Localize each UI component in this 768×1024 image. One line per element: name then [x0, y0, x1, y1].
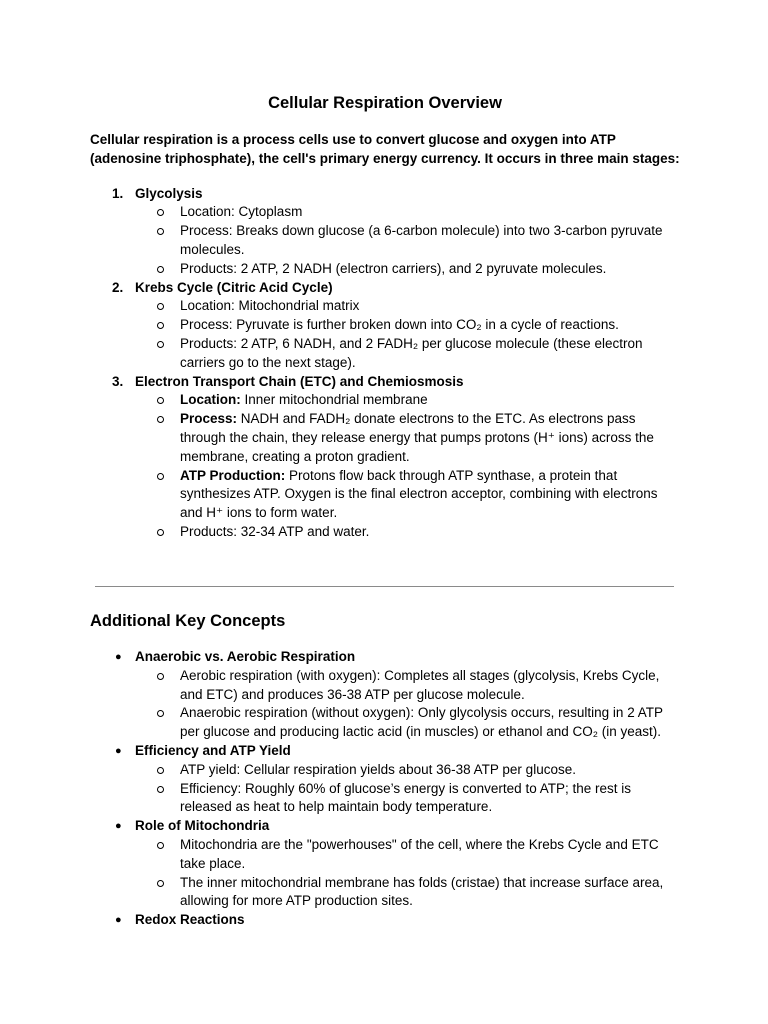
section-heading: Additional Key Concepts [90, 612, 286, 630]
hollow-bullet-icon [157, 266, 164, 273]
stage-details [135, 297, 680, 372]
filled-bullet-icon: ● [115, 914, 122, 927]
concept-title: Redox Reactions [135, 912, 245, 928]
hollow-bullet-icon [157, 228, 164, 235]
concept-item [90, 648, 680, 742]
stage-title: Electron Transport Chain (ETC) and Chemiosmosis [135, 373, 464, 389]
filled-bullet-icon: ● [115, 651, 122, 663]
horizontal-divider [95, 586, 674, 587]
list-item: Mitochondria are the "powerhouses" of the cell, where the Krebs Cycle and ETC take place. [135, 836, 680, 874]
concept-title: Anaerobic vs. Aerobic Respiration [135, 649, 356, 664]
concept-details [135, 761, 680, 817]
list-item: Efficiency: Roughly 60% of glucose’s energy is converted to ATP; the rest is released as heat to help maintain body temperature. [135, 780, 680, 818]
stage-details [135, 391, 680, 541]
stage-item [90, 185, 680, 279]
concept-title: Efficiency and ATP Yield [135, 742, 291, 758]
hollow-bullet-icon [157, 673, 164, 680]
stage-details [135, 203, 680, 278]
hollow-bullet-icon [157, 416, 164, 423]
list-item: Location: Inner mitochondrial membrane [135, 391, 680, 410]
hollow-bullet-icon [157, 322, 164, 329]
hollow-bullet-icon [157, 209, 164, 216]
list-item: Anaerobic respiration (without oxygen): Only glycolysis occurs, resulting in 2 ATP per glucose and producing lactic acid (in muscles) or ethanol and CO₂ (in yeast). [135, 704, 680, 742]
hollow-bullet-icon [157, 880, 164, 887]
stage-title: Krebs Cycle (Citric Acid Cycle) [135, 279, 333, 295]
intro-paragraph: Cellular respiration is a process cells use to convert glucose and oxygen into ATP (adenosine triphosphate), the cell's primary energy currency. It occurs in three main stages: [90, 132, 680, 166]
page-title: Cellular Respiration Overview [268, 94, 502, 112]
list-item: Location: Cytoplasm [135, 203, 680, 222]
list-item: The inner mitochondrial membrane has folds (cristae) that increase surface area, allowing for more ATP production sites. [135, 874, 680, 912]
hollow-bullet-icon [157, 341, 164, 348]
concept-item [90, 742, 680, 817]
stage-item [90, 279, 680, 373]
concept-details [135, 667, 680, 742]
list-item: Products: 2 ATP, 6 NADH, and 2 FADH₂ per glucose molecule (these electron carriers go to the next stage). [135, 335, 680, 373]
list-item: Products: 2 ATP, 2 NADH (electron carriers), and 2 pyruvate molecules. [135, 260, 680, 279]
concept-item [90, 911, 680, 930]
hollow-bullet-icon [157, 710, 164, 717]
stage-number: 1. [112, 185, 124, 201]
hollow-bullet-icon [157, 767, 164, 774]
document-body [90, 93, 680, 542]
list-item: Products: 32-34 ATP and water. [135, 523, 680, 542]
stages-list [90, 185, 680, 542]
list-item: ATP yield: Cellular respiration yields about 36-38 ATP per glucose. [135, 761, 680, 780]
concepts-list [90, 648, 680, 930]
stage-item [90, 373, 680, 542]
stage-number: 2. [112, 279, 124, 295]
concept-title: Role of Mitochondria [135, 818, 270, 834]
hollow-bullet-icon [157, 529, 164, 536]
hollow-bullet-icon [157, 842, 164, 849]
hollow-bullet-icon [157, 473, 164, 480]
list-item: Aerobic respiration (with oxygen): Completes all stages (glycolysis, Krebs Cycle, and ETC) and produces 36-38 ATP per glucose molecule. [135, 667, 680, 705]
hollow-bullet-icon [157, 303, 164, 310]
list-item: Process: Pyruvate is further broken down into CO₂ in a cycle of reactions. [135, 316, 680, 335]
concept-item [90, 817, 680, 911]
filled-bullet-icon: ● [115, 820, 122, 833]
stage-number: 3. [112, 373, 124, 389]
concept-details [135, 836, 680, 911]
hollow-bullet-icon [157, 786, 164, 793]
list-item: Location: Mitochondrial matrix [135, 297, 680, 316]
filled-bullet-icon: ● [115, 744, 122, 757]
additional-concepts-section [90, 611, 680, 930]
list-item: ATP Production: Protons flow back through ATP synthase, a protein that synthesizes ATP. Oxygen is the final electron acceptor, combining with electrons and H⁺ ions to form water. [135, 467, 680, 523]
hollow-bullet-icon [157, 397, 164, 404]
list-item: Process: NADH and FADH₂ donate electrons to the ETC. As electrons pass through the chain, they release energy that pumps protons (H⁺ ions) across the membrane, creating a proton gradient. [135, 410, 680, 466]
list-item: Process: Breaks down glucose (a 6-carbon molecule) into two 3-carbon pyruvate molecules. [135, 222, 680, 260]
stage-title: Glycolysis [135, 185, 203, 201]
